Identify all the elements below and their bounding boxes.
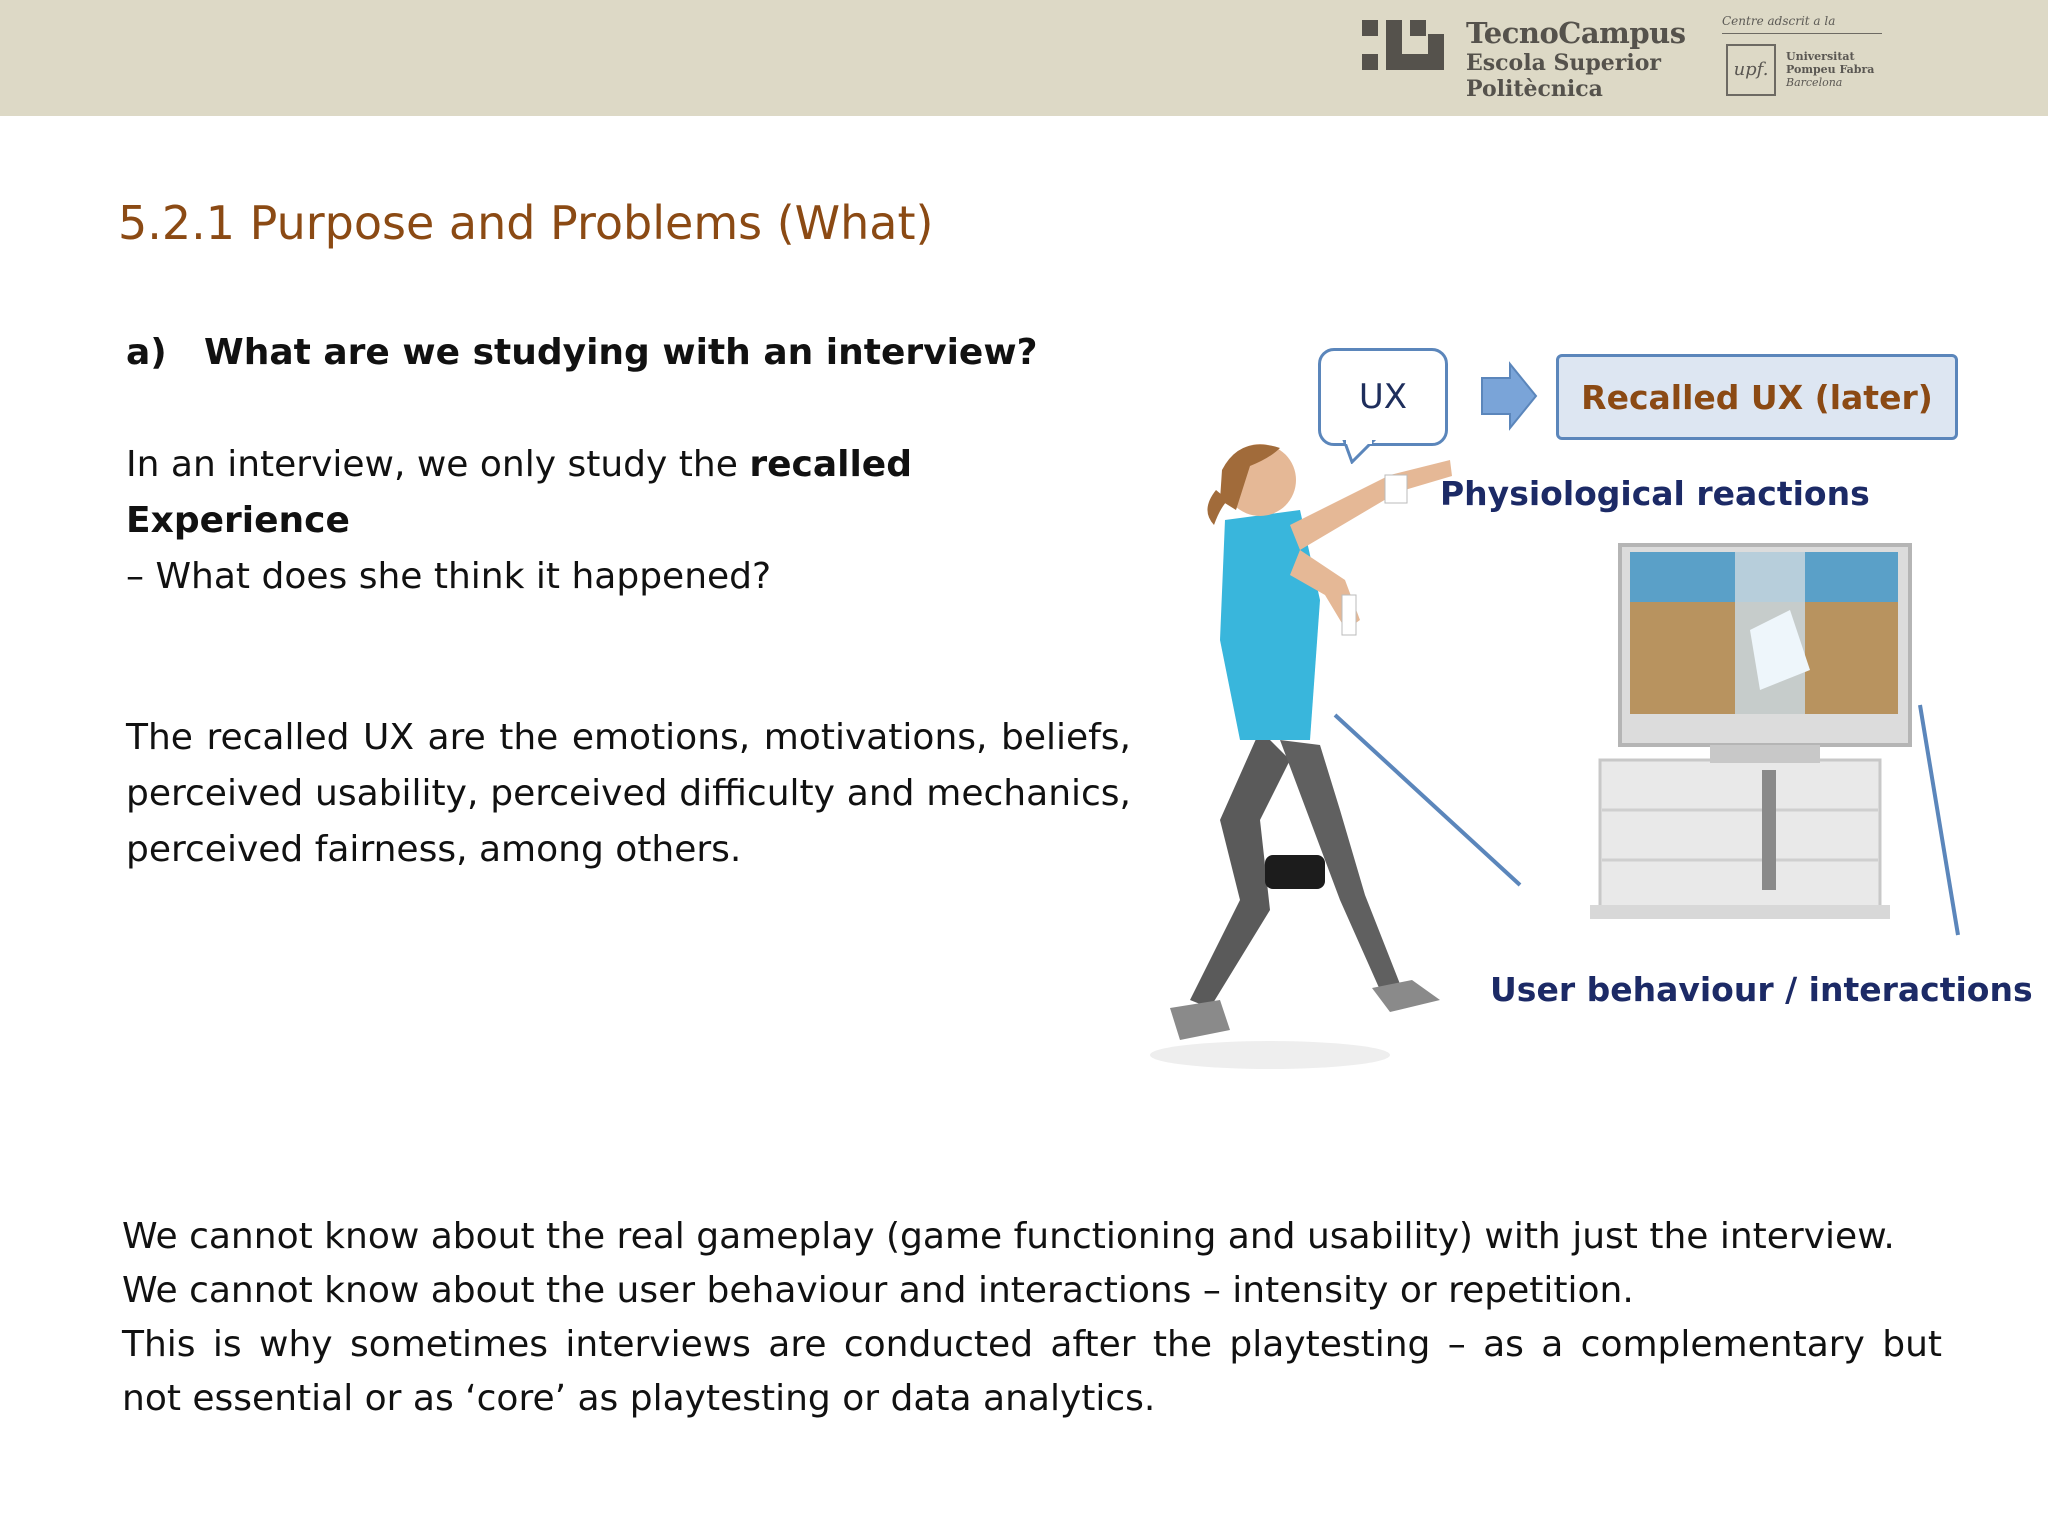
bottom-line-1: We cannot know about the real gameplay (game functioning and usability) with just the interview. [122, 1216, 1895, 1257]
p1-bold: recalled Experience [126, 444, 912, 541]
behaviour-pointer-line-left [1335, 715, 1520, 885]
p1-end: – What does she think it happened? [126, 556, 772, 597]
question-text: What are we studying with an interview? [204, 332, 1038, 373]
tv-stand [1590, 760, 1890, 919]
physiological-reactions-label: Physiological reactions [1440, 474, 1870, 513]
upf-logo: upf. [1726, 44, 1776, 96]
upf-name [1786, 50, 1874, 89]
p1-start: In an interview, we only study the [126, 444, 750, 485]
tecnocampus-name [1466, 16, 1686, 102]
tv-screen [1620, 545, 1910, 763]
upf-name-line-1: Universitat [1786, 50, 1855, 63]
tecnocampus-title: TecnoCampus [1466, 16, 1686, 50]
header-bar [0, 0, 2048, 116]
upf-adscrit-text: Centre adscrit a la [1722, 14, 1836, 28]
paragraph-recalled-experience [126, 437, 1131, 605]
upf-divider [1722, 33, 1882, 34]
tecnocampus-subtitle-1: Escola Superior [1466, 50, 1661, 76]
ux-speech-bubble: UX [1318, 348, 1448, 446]
tecnocampus-subtitle-2: Politècnica [1466, 76, 1603, 102]
bottom-line-3: This is why sometimes interviews are conducted after the playtesting – as a complementary but [122, 1324, 1942, 1365]
paragraph-recalled-ux: The recalled UX are the emotions, motivations, beliefs, perceived usability, perceived difficulty and mechanics, perceived fairness, among others. [126, 717, 1131, 870]
player-figure [1150, 444, 1452, 1069]
upf-name-line-2: Pompeu Fabra [1786, 63, 1875, 76]
player-gaming-illustration [1150, 340, 1990, 1080]
tecnocampus-logo-icon [1362, 20, 1446, 76]
slide-title: 5.2.1 Purpose and Problems (What) [118, 196, 934, 250]
behaviour-pointer-line-right [1920, 705, 1958, 935]
upf-name-line-3: Barcelona [1786, 76, 1843, 89]
bottom-line-2: We cannot know about the user behaviour and interactions – intensity or repetition. [122, 1270, 1634, 1311]
bottom-line-4: not essential or as ‘core’ as playtesting or data analytics. [122, 1378, 1156, 1419]
speech-bubble-tail-icon [1342, 440, 1382, 464]
bottom-paragraph [122, 1210, 1942, 1426]
user-behaviour-label: User behaviour / interactions [1490, 970, 2033, 1009]
arrow-right-icon [1482, 364, 1536, 428]
question-label: a) [126, 332, 167, 373]
recalled-ux-scroll: Recalled UX (later) [1556, 354, 1958, 440]
